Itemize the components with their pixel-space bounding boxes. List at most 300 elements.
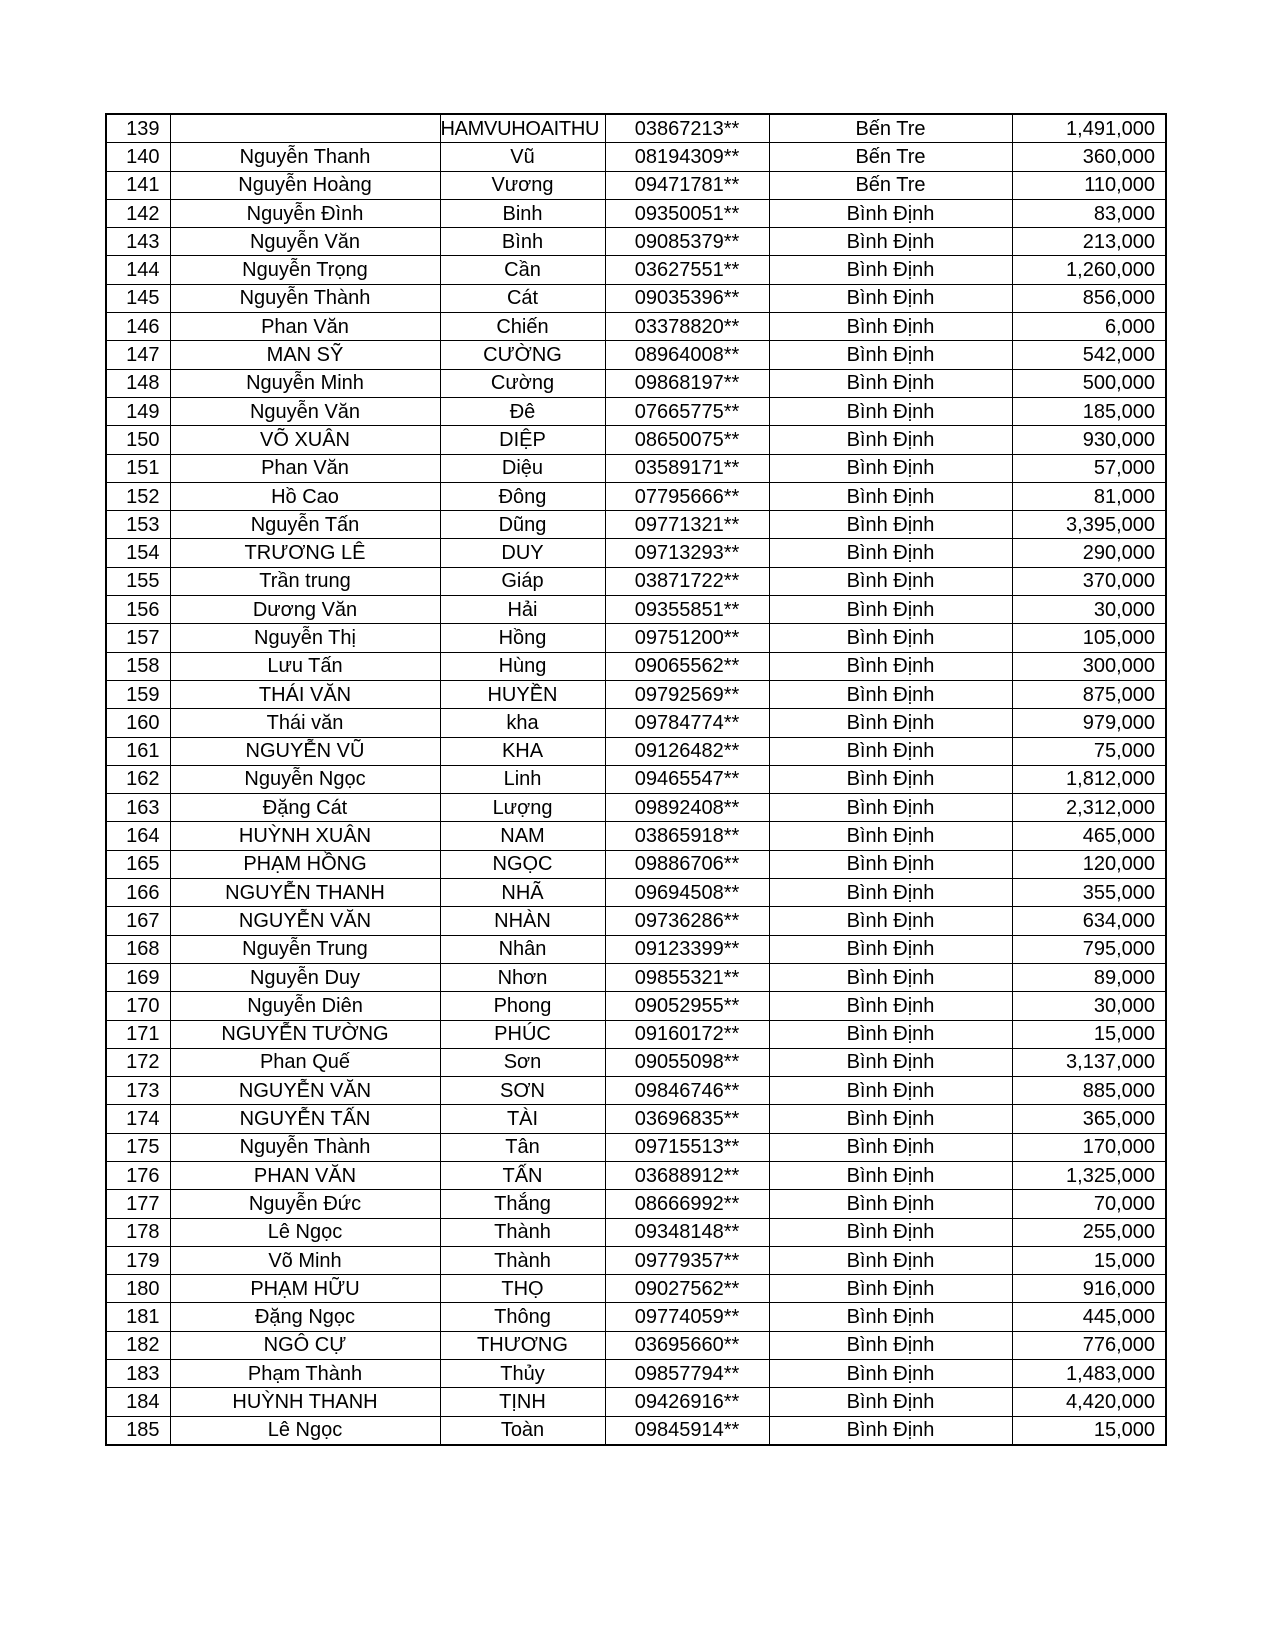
province-cell: Bình Định — [769, 1416, 1012, 1445]
first-name-cell: Hồ Cao — [170, 482, 440, 510]
last-name-cell: Đê — [440, 397, 605, 425]
row-number-cell: 184 — [106, 1388, 170, 1416]
table-row — [106, 1048, 1166, 1076]
table-row — [106, 256, 1166, 284]
first-name-cell: Phan Quế — [170, 1048, 440, 1076]
phone-cell: 07795666** — [605, 482, 769, 510]
row-number-cell: 177 — [106, 1190, 170, 1218]
first-name-cell: Nguyễn Trọng — [170, 256, 440, 284]
table-row — [106, 284, 1166, 312]
amount-cell: 75,000 — [1012, 737, 1166, 765]
last-name-cell: Thủy — [440, 1360, 605, 1388]
table-row — [106, 1303, 1166, 1331]
phone-cell: 09855321** — [605, 963, 769, 991]
province-cell: Bình Định — [769, 1360, 1012, 1388]
row-number-cell: 165 — [106, 850, 170, 878]
first-name-cell: THÁI VĂN — [170, 680, 440, 708]
table-row — [106, 1218, 1166, 1246]
table-row — [106, 850, 1166, 878]
phone-cell: 09846746** — [605, 1077, 769, 1105]
province-cell: Bình Định — [769, 341, 1012, 369]
phone-cell: 03627551** — [605, 256, 769, 284]
phone-cell: 09123399** — [605, 935, 769, 963]
last-name-cell: KHA — [440, 737, 605, 765]
row-number-cell: 153 — [106, 511, 170, 539]
table-row — [106, 426, 1166, 454]
first-name-cell: Phan Văn — [170, 454, 440, 482]
last-name-cell: Giáp — [440, 567, 605, 595]
phone-cell: 03871722** — [605, 567, 769, 595]
row-number-cell: 183 — [106, 1360, 170, 1388]
row-number-cell: 146 — [106, 313, 170, 341]
last-name-cell: HUYỀN — [440, 680, 605, 708]
row-number-cell: 156 — [106, 596, 170, 624]
amount-cell: 885,000 — [1012, 1077, 1166, 1105]
province-cell: Bình Định — [769, 369, 1012, 397]
phone-cell: 09868197** — [605, 369, 769, 397]
table-row — [106, 114, 1166, 143]
province-cell: Bình Định — [769, 426, 1012, 454]
phone-cell: 09471781** — [605, 171, 769, 199]
table-row — [106, 794, 1166, 822]
row-number-cell: 162 — [106, 765, 170, 793]
phone-cell: 09348148** — [605, 1218, 769, 1246]
amount-cell: 83,000 — [1012, 199, 1166, 227]
amount-cell: 15,000 — [1012, 1246, 1166, 1274]
first-name-cell: Nguyễn Thành — [170, 284, 440, 312]
last-name-cell: Sơn — [440, 1048, 605, 1076]
first-name-cell: NGUYỄN THANH — [170, 879, 440, 907]
province-cell: Bình Định — [769, 313, 1012, 341]
last-name-cell: Thắng — [440, 1190, 605, 1218]
phone-cell: 09350051** — [605, 199, 769, 227]
table-row — [106, 1161, 1166, 1189]
row-number-cell: 166 — [106, 879, 170, 907]
amount-cell: 875,000 — [1012, 680, 1166, 708]
first-name-cell: Phạm Thành — [170, 1360, 440, 1388]
province-cell: Bình Định — [769, 992, 1012, 1020]
amount-cell: 170,000 — [1012, 1133, 1166, 1161]
phone-cell: 03589171** — [605, 454, 769, 482]
province-cell: Bình Định — [769, 822, 1012, 850]
phone-cell: 09035396** — [605, 284, 769, 312]
first-name-cell: Nguyễn Thanh — [170, 143, 440, 171]
last-name-cell: Hải — [440, 596, 605, 624]
amount-cell: 120,000 — [1012, 850, 1166, 878]
table-row — [106, 341, 1166, 369]
amount-cell: 255,000 — [1012, 1218, 1166, 1246]
phone-cell: 09845914** — [605, 1416, 769, 1445]
table-row — [106, 454, 1166, 482]
amount-cell: 81,000 — [1012, 482, 1166, 510]
table-row — [106, 907, 1166, 935]
amount-cell: 916,000 — [1012, 1275, 1166, 1303]
phone-cell: 09355851** — [605, 596, 769, 624]
last-name-cell: Thông — [440, 1303, 605, 1331]
table-row — [106, 1275, 1166, 1303]
first-name-cell: NGUYỄN VŨ — [170, 737, 440, 765]
phone-cell: 09465547** — [605, 765, 769, 793]
table-row — [106, 737, 1166, 765]
amount-cell: 465,000 — [1012, 822, 1166, 850]
last-name-cell: Cát — [440, 284, 605, 312]
province-cell: Bình Định — [769, 284, 1012, 312]
province-cell: Bình Định — [769, 737, 1012, 765]
table-row — [106, 879, 1166, 907]
table-row — [106, 1388, 1166, 1416]
row-number-cell: 182 — [106, 1331, 170, 1359]
amount-cell: 795,000 — [1012, 935, 1166, 963]
amount-cell: 15,000 — [1012, 1020, 1166, 1048]
amount-cell: 15,000 — [1012, 1416, 1166, 1445]
province-cell: Bình Định — [769, 454, 1012, 482]
province-cell: Bình Định — [769, 963, 1012, 991]
amount-cell: 57,000 — [1012, 454, 1166, 482]
row-number-cell: 154 — [106, 539, 170, 567]
row-number-cell: 168 — [106, 935, 170, 963]
first-name-cell: NGUYỄN VĂN — [170, 907, 440, 935]
last-name-cell: Cường — [440, 369, 605, 397]
table-row — [106, 652, 1166, 680]
row-number-cell: 151 — [106, 454, 170, 482]
last-name-cell: Hồng — [440, 624, 605, 652]
first-name-cell: PHẠM HỒNG — [170, 850, 440, 878]
province-cell: Bình Định — [769, 1077, 1012, 1105]
row-number-cell: 155 — [106, 567, 170, 595]
province-cell: Bình Định — [769, 199, 1012, 227]
row-number-cell: 160 — [106, 709, 170, 737]
province-cell: Bình Định — [769, 850, 1012, 878]
amount-cell: 370,000 — [1012, 567, 1166, 595]
province-cell: Bến Tre — [769, 114, 1012, 143]
table-row — [106, 1416, 1166, 1445]
row-number-cell: 143 — [106, 228, 170, 256]
row-number-cell: 164 — [106, 822, 170, 850]
phone-cell: 09857794** — [605, 1360, 769, 1388]
last-name-cell: Chiến — [440, 313, 605, 341]
row-number-cell: 158 — [106, 652, 170, 680]
table-row — [106, 171, 1166, 199]
province-cell: Bình Định — [769, 1020, 1012, 1048]
province-cell: Bình Định — [769, 1246, 1012, 1274]
province-cell: Bình Định — [769, 879, 1012, 907]
table-row — [106, 822, 1166, 850]
amount-cell: 3,395,000 — [1012, 511, 1166, 539]
first-name-cell: NGÔ CỰ — [170, 1331, 440, 1359]
row-number-cell: 167 — [106, 907, 170, 935]
amount-cell: 110,000 — [1012, 171, 1166, 199]
province-cell: Bình Định — [769, 539, 1012, 567]
province-cell: Bình Định — [769, 1161, 1012, 1189]
first-name-cell: Đặng Ngọc — [170, 1303, 440, 1331]
amount-cell: 290,000 — [1012, 539, 1166, 567]
phone-cell: 08964008** — [605, 341, 769, 369]
amount-cell: 365,000 — [1012, 1105, 1166, 1133]
amount-cell: 634,000 — [1012, 907, 1166, 935]
row-number-cell: 144 — [106, 256, 170, 284]
phone-cell: 09085379** — [605, 228, 769, 256]
first-name-cell: Nguyễn Đình — [170, 199, 440, 227]
phone-cell: 09784774** — [605, 709, 769, 737]
first-name-cell: MAN SỸ — [170, 341, 440, 369]
table-row — [106, 511, 1166, 539]
row-number-cell: 180 — [106, 1275, 170, 1303]
last-name-cell: Đông — [440, 482, 605, 510]
first-name-cell: VÕ XUÂN — [170, 426, 440, 454]
first-name-cell: PHAN VĂN — [170, 1161, 440, 1189]
first-name-cell — [170, 114, 440, 143]
province-cell: Bình Định — [769, 482, 1012, 510]
table-body — [106, 114, 1166, 1445]
phone-cell: 09892408** — [605, 794, 769, 822]
first-name-cell: Nguyễn Tấn — [170, 511, 440, 539]
last-name-cell: kha — [440, 709, 605, 737]
first-name-cell: Lê Ngọc — [170, 1218, 440, 1246]
first-name-cell: Nguyễn Ngọc — [170, 765, 440, 793]
province-cell: Bình Định — [769, 794, 1012, 822]
phone-cell: 08666992** — [605, 1190, 769, 1218]
province-cell: Bình Định — [769, 567, 1012, 595]
first-name-cell: NGUYỄN VĂN — [170, 1077, 440, 1105]
amount-cell: 2,312,000 — [1012, 794, 1166, 822]
last-name-cell: Lượng — [440, 794, 605, 822]
first-name-cell: Nguyễn Hoàng — [170, 171, 440, 199]
last-name-cell: Phong — [440, 992, 605, 1020]
table-row — [106, 1020, 1166, 1048]
row-number-cell: 145 — [106, 284, 170, 312]
last-name-cell: Nhơn — [440, 963, 605, 991]
row-number-cell: 185 — [106, 1416, 170, 1445]
amount-cell: 3,137,000 — [1012, 1048, 1166, 1076]
phone-cell: 09065562** — [605, 652, 769, 680]
row-number-cell: 159 — [106, 680, 170, 708]
table-row — [106, 199, 1166, 227]
table-row — [106, 1246, 1166, 1274]
amount-cell: 979,000 — [1012, 709, 1166, 737]
phone-cell: 09774059** — [605, 1303, 769, 1331]
row-number-cell: 152 — [106, 482, 170, 510]
phone-cell: 09886706** — [605, 850, 769, 878]
table-row — [106, 397, 1166, 425]
first-name-cell: TRƯƠNG LÊ — [170, 539, 440, 567]
last-name-cell: THỌ — [440, 1275, 605, 1303]
table-row — [106, 963, 1166, 991]
amount-cell: 776,000 — [1012, 1331, 1166, 1359]
province-cell: Bình Định — [769, 907, 1012, 935]
amount-cell: 930,000 — [1012, 426, 1166, 454]
data-table — [105, 113, 1167, 1446]
province-cell: Bình Định — [769, 765, 1012, 793]
row-number-cell: 170 — [106, 992, 170, 1020]
province-cell: Bình Định — [769, 1331, 1012, 1359]
province-cell: Bình Định — [769, 1105, 1012, 1133]
province-cell: Bình Định — [769, 935, 1012, 963]
last-name-cell: Hùng — [440, 652, 605, 680]
table-row — [106, 1133, 1166, 1161]
last-name-cell: TÀI — [440, 1105, 605, 1133]
amount-cell: 300,000 — [1012, 652, 1166, 680]
row-number-cell: 139 — [106, 114, 170, 143]
province-cell: Bình Định — [769, 1048, 1012, 1076]
phone-cell: 03696835** — [605, 1105, 769, 1133]
last-name-cell: SƠN — [440, 1077, 605, 1105]
last-name-cell: NGỌC — [440, 850, 605, 878]
table-row — [106, 1331, 1166, 1359]
first-name-cell: PHẠM HỮU — [170, 1275, 440, 1303]
first-name-cell: Nguyễn Văn — [170, 397, 440, 425]
first-name-cell: NGUYỄN TƯỜNG — [170, 1020, 440, 1048]
first-name-cell: Nguyễn Diên — [170, 992, 440, 1020]
table-row — [106, 709, 1166, 737]
row-number-cell: 150 — [106, 426, 170, 454]
province-cell: Bình Định — [769, 652, 1012, 680]
row-number-cell: 142 — [106, 199, 170, 227]
amount-cell: 4,420,000 — [1012, 1388, 1166, 1416]
row-number-cell: 178 — [106, 1218, 170, 1246]
phone-cell: 07665775** — [605, 397, 769, 425]
row-number-cell: 174 — [106, 1105, 170, 1133]
province-cell: Bến Tre — [769, 143, 1012, 171]
row-number-cell: 149 — [106, 397, 170, 425]
last-name-cell: Tân — [440, 1133, 605, 1161]
table-row — [106, 1105, 1166, 1133]
phone-cell: 09715513** — [605, 1133, 769, 1161]
row-number-cell: 147 — [106, 341, 170, 369]
phone-cell: 09055098** — [605, 1048, 769, 1076]
last-name-cell: Vũ — [440, 143, 605, 171]
province-cell: Bình Định — [769, 596, 1012, 624]
last-name-cell: HAMVUHOAITHU — [440, 114, 605, 143]
last-name-cell: THƯƠNG — [440, 1331, 605, 1359]
amount-cell: 355,000 — [1012, 879, 1166, 907]
row-number-cell: 175 — [106, 1133, 170, 1161]
phone-cell: 09694508** — [605, 879, 769, 907]
province-cell: Bình Định — [769, 256, 1012, 284]
province-cell: Bình Định — [769, 709, 1012, 737]
amount-cell: 185,000 — [1012, 397, 1166, 425]
last-name-cell: TỊNH — [440, 1388, 605, 1416]
first-name-cell: Lê Ngọc — [170, 1416, 440, 1445]
province-cell: Bình Định — [769, 1190, 1012, 1218]
amount-cell: 30,000 — [1012, 596, 1166, 624]
amount-cell: 30,000 — [1012, 992, 1166, 1020]
table-row — [106, 482, 1166, 510]
last-name-cell: Diệu — [440, 454, 605, 482]
amount-cell: 856,000 — [1012, 284, 1166, 312]
row-number-cell: 148 — [106, 369, 170, 397]
province-cell: Bình Định — [769, 1388, 1012, 1416]
row-number-cell: 179 — [106, 1246, 170, 1274]
amount-cell: 1,325,000 — [1012, 1161, 1166, 1189]
last-name-cell: NAM — [440, 822, 605, 850]
table-row — [106, 624, 1166, 652]
first-name-cell: Nguyễn Minh — [170, 369, 440, 397]
phone-cell: 03867213** — [605, 114, 769, 143]
first-name-cell: Trần trung — [170, 567, 440, 595]
last-name-cell: NHÃ — [440, 879, 605, 907]
phone-cell: 09779357** — [605, 1246, 769, 1274]
phone-cell: 09792569** — [605, 680, 769, 708]
first-name-cell: Dương Văn — [170, 596, 440, 624]
first-name-cell: Nguyễn Thị — [170, 624, 440, 652]
row-number-cell: 173 — [106, 1077, 170, 1105]
first-name-cell: Nguyễn Đức — [170, 1190, 440, 1218]
table-row — [106, 369, 1166, 397]
phone-cell: 08650075** — [605, 426, 769, 454]
last-name-cell: Linh — [440, 765, 605, 793]
first-name-cell: Nguyễn Duy — [170, 963, 440, 991]
first-name-cell: HUỲNH XUÂN — [170, 822, 440, 850]
phone-cell: 09027562** — [605, 1275, 769, 1303]
province-cell: Bình Định — [769, 1133, 1012, 1161]
amount-cell: 360,000 — [1012, 143, 1166, 171]
phone-cell: 09751200** — [605, 624, 769, 652]
table-row — [106, 228, 1166, 256]
first-name-cell: Phan Văn — [170, 313, 440, 341]
last-name-cell: PHÚC — [440, 1020, 605, 1048]
first-name-cell: Đặng Cát — [170, 794, 440, 822]
last-name-cell: DIỆP — [440, 426, 605, 454]
row-number-cell: 181 — [106, 1303, 170, 1331]
province-cell: Bến Tre — [769, 171, 1012, 199]
amount-cell: 213,000 — [1012, 228, 1166, 256]
first-name-cell: NGUYỄN TẤN — [170, 1105, 440, 1133]
phone-cell: 09771321** — [605, 511, 769, 539]
phone-cell: 09736286** — [605, 907, 769, 935]
amount-cell: 1,491,000 — [1012, 114, 1166, 143]
table-row — [106, 143, 1166, 171]
amount-cell: 1,812,000 — [1012, 765, 1166, 793]
last-name-cell: Nhân — [440, 935, 605, 963]
phone-cell: 03688912** — [605, 1161, 769, 1189]
phone-cell: 09126482** — [605, 737, 769, 765]
table-row — [106, 567, 1166, 595]
first-name-cell: HUỲNH THANH — [170, 1388, 440, 1416]
phone-cell: 09160172** — [605, 1020, 769, 1048]
last-name-cell: Vương — [440, 171, 605, 199]
row-number-cell: 176 — [106, 1161, 170, 1189]
amount-cell: 89,000 — [1012, 963, 1166, 991]
last-name-cell: Cần — [440, 256, 605, 284]
last-name-cell: NHÀN — [440, 907, 605, 935]
province-cell: Bình Định — [769, 1275, 1012, 1303]
phone-cell: 09426916** — [605, 1388, 769, 1416]
last-name-cell: Thành — [440, 1246, 605, 1274]
last-name-cell: Bình — [440, 228, 605, 256]
amount-cell: 445,000 — [1012, 1303, 1166, 1331]
phone-cell: 03378820** — [605, 313, 769, 341]
table-row — [106, 992, 1166, 1020]
first-name-cell: Thái văn — [170, 709, 440, 737]
last-name-cell: TẤN — [440, 1161, 605, 1189]
province-cell: Bình Định — [769, 680, 1012, 708]
last-name-cell: Thành — [440, 1218, 605, 1246]
table-row — [106, 596, 1166, 624]
last-name-cell: Binh — [440, 199, 605, 227]
amount-cell: 1,483,000 — [1012, 1360, 1166, 1388]
table-row — [106, 313, 1166, 341]
phone-cell: 09052955** — [605, 992, 769, 1020]
phone-cell: 08194309** — [605, 143, 769, 171]
row-number-cell: 140 — [106, 143, 170, 171]
amount-cell: 6,000 — [1012, 313, 1166, 341]
amount-cell: 105,000 — [1012, 624, 1166, 652]
province-cell: Bình Định — [769, 624, 1012, 652]
row-number-cell: 171 — [106, 1020, 170, 1048]
last-name-cell: DUY — [440, 539, 605, 567]
table-row — [106, 1077, 1166, 1105]
phone-cell: 03865918** — [605, 822, 769, 850]
